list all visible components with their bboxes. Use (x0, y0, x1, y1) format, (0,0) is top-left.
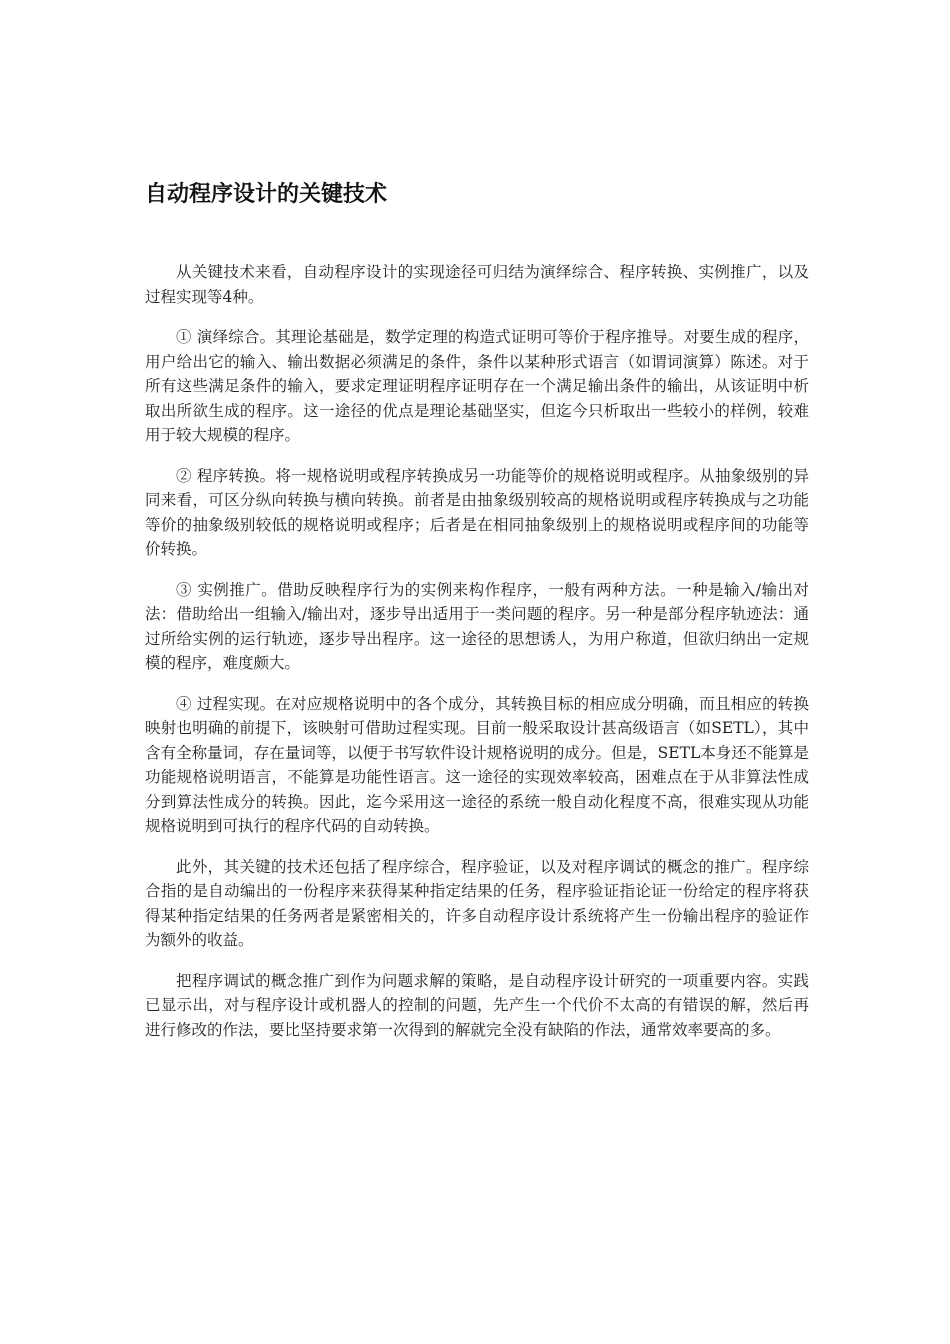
intro-paragraph: 从关键技术来看，自动程序设计的实现途径可归结为演绎综合、程序转换、实例推广，以及过程实现等4种。 (145, 263, 809, 306)
program-transformation-paragraph: ② 程序转换。将一规格说明或程序转换成另一功能等价的规格说明或程序。从抽象级别的异同来看，可区分纵向转换与横向转换。前者是由抽象级别较高的规格说明或程序转换成与之功能等价的抽象级别较低的规格说明或程序；后者是在相同抽象级别上的规格说明或程序间的功能等价转换。 (145, 466, 809, 558)
debugging-strategy-paragraph: 把程序调试的概念推广到作为问题求解的策略，是自动程序设计研究的一项重要内容。实践已显示出，对与程序设计或机器人的控制的问题，先产生一个代价不太高的有错误的解，然后再进行修改的作法，要比坚持要求第一次得到的解就完全没有缺陷的作法，通常效率要高的多。 (145, 971, 809, 1039)
deductive-synthesis-paragraph: ① 演绎综合。其理论基础是，数学定理的构造式证明可等价于程序推导。对要生成的程序，用户给出它的输入、输出数据必须满足的条件，条件以某种形式语言（如谓词演算）陈述。对于所有这些满足条件的输入，要求定理证明程序证明存在一个满足输出条件的输出，从该证明中析取出所欲生成的程序。这一途径的优点是理论基础坚实，但迄今只析取出一些较小的样例，较难用于较大规模的程序。 (145, 328, 809, 444)
additional-techniques-paragraph: 此外，其关键的技术还包括了程序综合，程序验证，以及对程序调试的概念的推广。程序综合指的是自动编出的一份程序来获得某种指定结果的任务，程序验证指论证一份给定的程序将获得某种指定结果的任务两者是紧密相关的，许多自动程序设计系统将产生一份输出程序的验证作为额外的收益。 (145, 857, 809, 949)
process-implementation-paragraph: ④ 过程实现。在对应规格说明中的各个成分，其转换目标的相应成分明确，而且相应的转换映射也明确的前提下，该映射可借助过程实现。目前一般采取设计甚高级语言（如SETL），其中含有全称量词，存在量词等，以便于书写软件设计规格说明的成分。但是，SETL本身还不能算是功能规格说明语言，不能算是功能性语言。这一途径的实现效率较高，困难点在于从非算法性成分到算法性成分的转换。因此，迄今采用这一途径的系统一般自动化程度不高，很难实现从功能规格说明到可执行的程序代码的自动转换。 (145, 694, 809, 835)
document-title: 自动程序设计的关键技术 (145, 182, 388, 207)
document-content (145, 178, 809, 1058)
example-generalization-paragraph: ③ 实例推广。借助反映程序行为的实例来构作程序，一般有两种方法。一种是输入/输出对法：借助给出一组输入/输出对，逐步导出适用于一类问题的程序。另一种是部分程序轨迹法：通过所给实例的运行轨迹，逐步导出程序。这一途径的思想诱人，为用户称道，但欲归纳出一定规模的程序，难度颇大。 (145, 580, 809, 672)
